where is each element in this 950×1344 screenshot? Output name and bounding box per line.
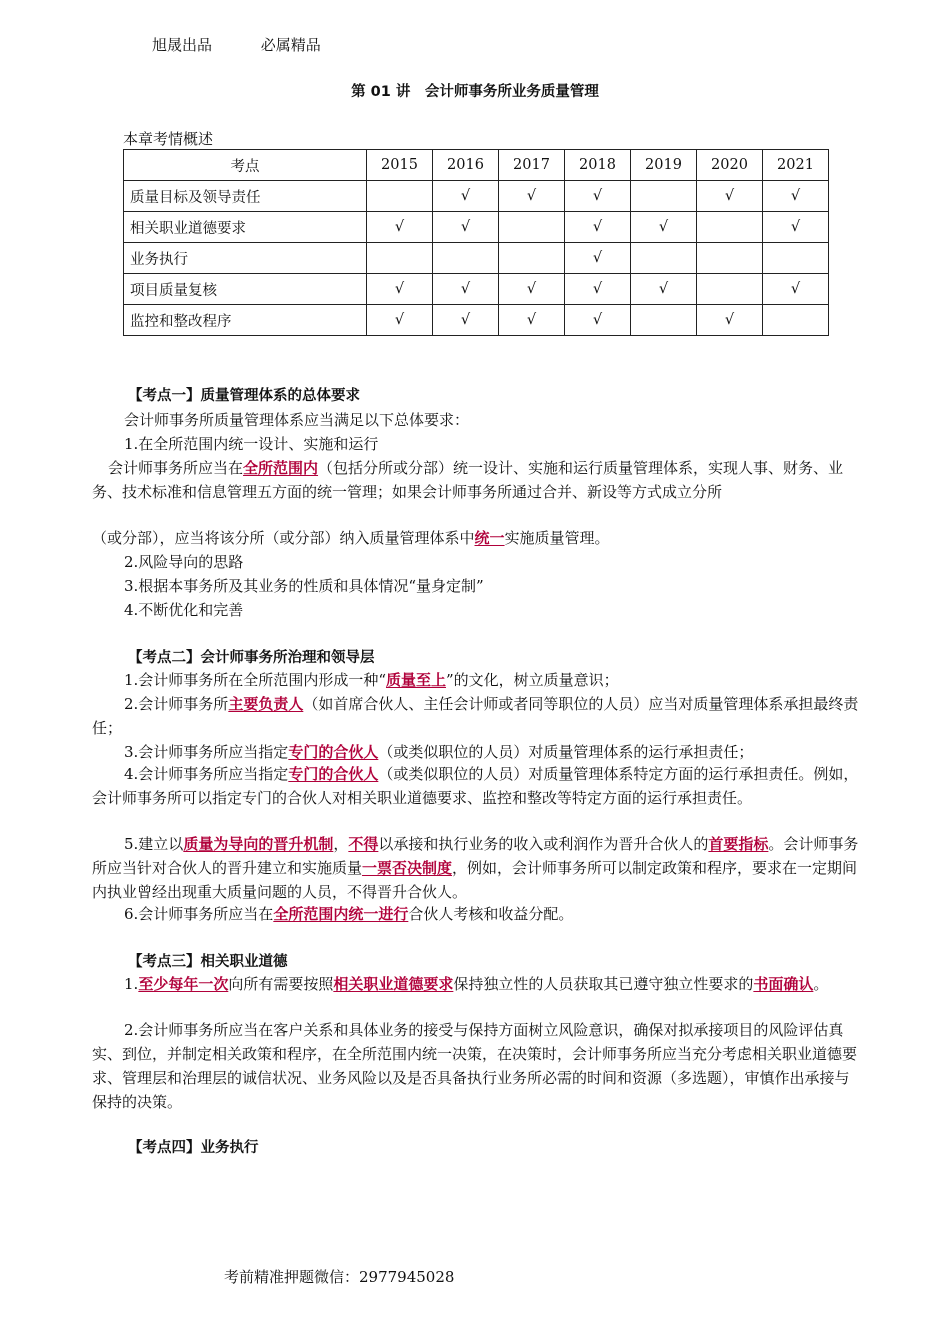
s2-item-5: 5.建立以质量为导向的晋升机制，不得以承接和执行业务的收入或利润作为晋升合伙人的首要指标。会计师事务所应当针对合伙人的晋升建立和实施质量一票否决制度，例如，会计师事务所可以制定政策和程序，要求在一定期间内执业曾经出现重大质量问题的人员，不得晋升合伙人。 (92, 835, 859, 901)
s2-item-6: 6.会计师事务所应当在全所范围内统一进行合伙人考核和收益分配。 (124, 905, 574, 923)
highlight-zhuanmendehehuoren-2: 专门的合伙人 (288, 765, 379, 783)
column-header-year: 2017 (499, 150, 565, 181)
table-cell-mark: √ (763, 274, 829, 305)
s2-item-3: 3.会计师事务所应当指定专门的合伙人（或类似职位的人员）对质量管理体系的运行承担责任； (124, 743, 754, 761)
table-cell-mark: √ (697, 305, 763, 336)
s2-item-4: 4.会计师事务所应当指定专门的合伙人（或类似职位的人员）对质量管理体系特定方面的运行承担责任。例如，会计师事务所可以指定专门的合伙人对相关职业道德要求、监控和整改等特定方面的运行承担责任。 (92, 765, 859, 807)
table-cell-mark: √ (499, 274, 565, 305)
section-1-heading: 【考点一】质量管理体系的总体要求 (128, 388, 360, 404)
table-cell-mark (697, 243, 763, 274)
table-cell-mark: √ (367, 212, 433, 243)
table-row (124, 212, 829, 243)
s1-intro: 会计师事务所质量管理体系应当满足以下总体要求： (124, 411, 470, 429)
highlight-meinianyici: 至少每年一次 (138, 975, 229, 993)
overview-table (123, 149, 829, 336)
table-row (124, 274, 829, 305)
table-cell-topic: 质量目标及领导责任 (124, 181, 367, 212)
table-cell-mark (631, 181, 697, 212)
overview-caption: 本章考情概述 (123, 130, 214, 148)
lecture-title: 第 01 讲 会计师事务所业务质量管理 (351, 84, 599, 100)
table-cell-mark: √ (433, 305, 499, 336)
section-3-heading: 【考点三】相关职业道德 (128, 954, 288, 970)
table-cell-mark (631, 243, 697, 274)
column-header-year: 2018 (565, 150, 631, 181)
table-cell-mark: √ (565, 274, 631, 305)
highlight-bude: 不得 (348, 835, 379, 853)
table-cell-mark (697, 274, 763, 305)
column-header-topic: 考点 (124, 150, 367, 181)
table-cell-mark (367, 243, 433, 274)
table-cell-mark (499, 243, 565, 274)
highlight-zhiliangzhishang: 质量至上 (385, 671, 446, 689)
table-cell-mark (697, 212, 763, 243)
table-cell-mark: √ (433, 274, 499, 305)
table-cell-mark: √ (631, 212, 697, 243)
column-header-year: 2016 (433, 150, 499, 181)
table-cell-mark (433, 243, 499, 274)
s1-item-3: 3.根据本事务所及其业务的性质和具体情况“量身定制” (124, 577, 484, 595)
s2-item-2: 2.会计师事务所主要负责人（如首席合伙人、主任会计师或者同等职位的人员）应当对质量管理体系承担最终责任； (92, 695, 859, 737)
table-cell-mark (631, 305, 697, 336)
highlight-shumianqueren: 书面确认 (753, 975, 814, 993)
table-cell-mark (763, 305, 829, 336)
s3-item-2: 2.会计师事务所应当在客户关系和具体业务的接受与保持方面树立风险意识，确保对拟承接项目的风险评估真实、到位，并制定相关政策和程序，在全所范围内统一决策，在决策时，会计师事务所应当充分考虑相关职业道德要求、管理层和治理层的诚信状况、业务风险以及是否具备执行业务所必需的时间和资源（多选题），审慎作出承接与保持的决策。 (92, 1021, 858, 1111)
column-header-year: 2015 (367, 150, 433, 181)
table-cell-mark (763, 243, 829, 274)
column-header-year: 2020 (697, 150, 763, 181)
table-cell-mark: √ (367, 305, 433, 336)
section-4-heading: 【考点四】业务执行 (128, 1140, 259, 1156)
page-header (152, 34, 321, 55)
highlight-tongyijinxing: 全所范围内统一进行 (273, 905, 409, 923)
s1-paragraph-2: （或分部），应当将该分所（或分部）纳入质量管理体系中统一实施质量管理。 (92, 529, 610, 547)
table-cell-topic: 相关职业道德要求 (124, 212, 367, 243)
footer-contact: 考前精准押题微信：2977945028 (224, 1268, 455, 1286)
section-2-heading: 【考点二】会计师事务所治理和领导层 (128, 650, 375, 666)
table-cell-mark: √ (565, 243, 631, 274)
s2-item-1: 1.会计师事务所在全所范围内形成一种“质量至上”的文化，树立质量意识； (124, 671, 619, 689)
highlight-yipiaofoujue: 一票否决制度 (362, 859, 453, 877)
column-header-year: 2021 (763, 150, 829, 181)
highlight-zhuyaofuzeren: 主要负责人 (228, 695, 304, 713)
table-header-row (124, 150, 829, 181)
table-cell-mark (367, 181, 433, 212)
table-cell-mark: √ (565, 181, 631, 212)
s1-item-1: 1.在全所范围内统一设计、实施和运行 (124, 435, 379, 453)
table-row (124, 181, 829, 212)
s1-paragraph: 会计师事务所应当在全所范围内（包括分所或分部）统一设计、实施和运行质量管理体系，实现人事、财务、业务、技术标准和信息管理五方面的统一管理；如果会计师事务所通过合并、新设等方式成立分所 (92, 459, 844, 501)
s1-item-2: 2.风险导向的思路 (124, 553, 244, 571)
table-cell-topic: 业务执行 (124, 243, 367, 274)
table-cell-mark: √ (697, 181, 763, 212)
table-cell-mark (499, 212, 565, 243)
table-row (124, 243, 829, 274)
header-slogan: 必属精品 (260, 36, 321, 54)
table-cell-mark: √ (631, 274, 697, 305)
highlight-quansuofanweinei: 全所范围内 (243, 459, 319, 477)
highlight-zhiyedaode: 相关职业道德要求 (333, 975, 454, 993)
table-cell-topic: 项目质量复核 (124, 274, 367, 305)
highlight-tongyi: 统一 (474, 529, 505, 547)
table-cell-mark: √ (499, 181, 565, 212)
table-cell-mark: √ (565, 305, 631, 336)
highlight-jinshengjizhi: 质量为导向的晋升机制 (183, 835, 334, 853)
table-cell-mark: √ (433, 181, 499, 212)
highlight-shouyaozhibiao: 首要指标 (708, 835, 769, 853)
table-cell-mark: √ (565, 212, 631, 243)
table-cell-mark: √ (499, 305, 565, 336)
highlight-zhuanmendehehuoren: 专门的合伙人 (288, 743, 379, 761)
table-cell-mark: √ (433, 212, 499, 243)
table-cell-mark: √ (763, 181, 829, 212)
table-cell-mark: √ (367, 274, 433, 305)
column-header-year: 2019 (631, 150, 697, 181)
table-cell-mark: √ (763, 212, 829, 243)
header-brand: 旭晟出品 (152, 36, 213, 54)
table-cell-topic: 监控和整改程序 (124, 305, 367, 336)
table-row (124, 305, 829, 336)
s1-item-4: 4.不断优化和完善 (124, 601, 244, 619)
s3-item-1: 1.至少每年一次向所有需要按照相关职业道德要求保持独立性的人员获取其已遵守独立性要求的书面确认。 (124, 975, 829, 993)
